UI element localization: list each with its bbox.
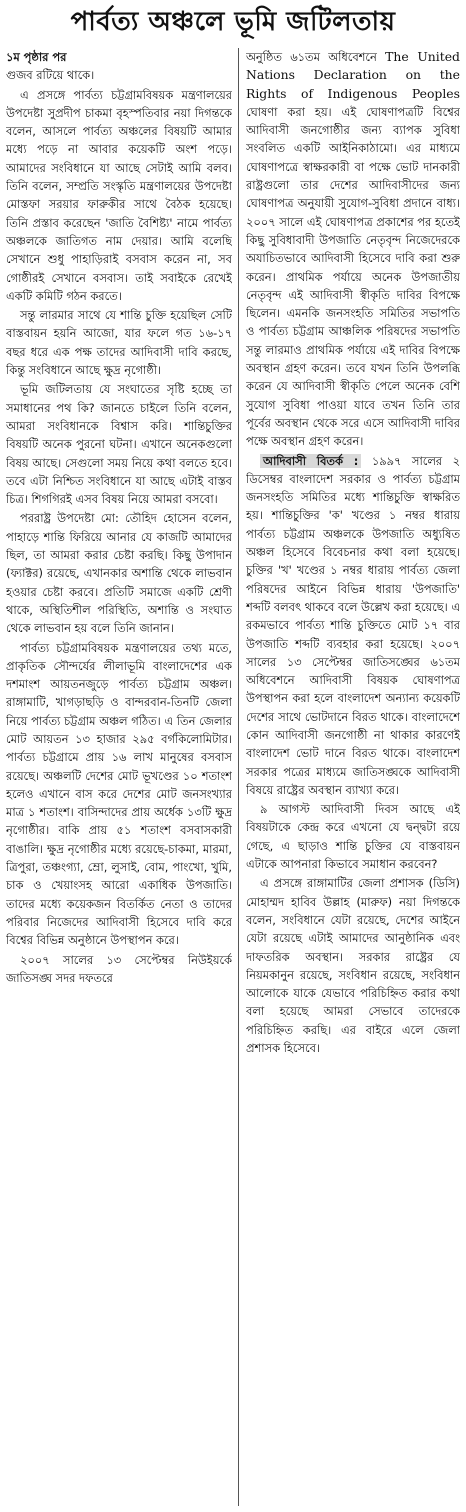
article-column-right xyxy=(246,48,460,1506)
paragraph-text: ১৯৯৭ সালের ২ ডিসেম্বর বাংলাদেশ সরকার ও পার্বত্য চট্টগ্রাম জনসংহতি সমিতির মধ্যে শান্তিচুক্তি স্বাক্ষরিত হয়। শান্তিচুক্তির 'ক' খণ্ডের ১ নম্বর ধারায় পার্বত্য চট্টগ্রাম অঞ্চলকে উপজাতি অধ্যুষিত অঞ্চল হিসেবে বিবেচনার কথা বলা হয়েছে। চুক্তির 'খ' খণ্ডের ১ নম্বর ধারায় পার্বত্য জেলা পরিষদের আইনে বিভিন্ন ধারায় 'উপজাতি' শব্দটি বলবৎ থাকবে বলে উল্লেখ করা হয়েছে। এ রকমভাবে পার্বত্য শান্তি চুক্তিতে মোট ১৭ বার উপজাতি শব্দটি ব্যবহার করা হয়েছে। ২০০৭ সালের ১৩ সেপ্টেম্বর জাতিসঙ্ঘের ৬১তম অধিবেশনে আদিবাসী বিষয়ক ঘোষণাপত্র উপস্থাপন করা হলে বাংলাদেশ অন্যান্য কয়েকটি দেশের সাথে ভোটদানে বিরত থাকে। বাংলাদেশে কোন আদিবাসী জনগোষ্ঠী না থাকার কারণেই বাংলাদেশ ভোট দানে বিরত থাকে। বাংলাদেশ সরকার পত্রের মাধ্যমে জাতিসঙ্ঘকে আদিবাসী বিষয়ে রাষ্ট্রের অবস্থান ব্যাখ্যা করে। xyxy=(246,453,460,797)
continuation-label: ১ম পৃষ্ঠার পর xyxy=(6,50,67,64)
paragraph: সন্তু লারমার সাথে যে শান্তি চুক্তি হয়েছিল সেটি বাস্তবায়ন হয়নি আজো, যার ফলে গত ১৬-১৭ বছর ধরে এক পক্ষ তাদের আদিবাসী দাবি করছে, কিন্তু সংবিধানে আছে ক্ষুদ্র নৃগোষ্ঠী। xyxy=(6,308,232,378)
paragraph-text: অনুষ্ঠিত ৬১তম অধিবেশনে xyxy=(246,50,386,64)
paragraph: এ প্রসঙ্গে রাঙ্গামাটির জেলা প্রশাসক (ডিসি) মোহাম্মদ হাবিব উল্লাহ (মারুফ) নয়া দিগন্তকে বলেন, সংবিধানে যেটা রয়েছে, দেশের আইনে যেটা রয়েছে এটাই আমাদের আনুষ্ঠানিক এবং দাফতরিক অবস্থান। সরকার রাষ্ট্রের যে নিয়মকানুন রয়েছে, সংবিধান রয়েছে, সংবিধান আলোকে যাকে যেভাবে পরিচিহ্নিত করার কথা বলা হয়েছে আমরা সেভাবে তাদেরকে পরিচিহ্নিত করছি। এর বাইরে এলে জেলা প্রশাসক হিসেবে। xyxy=(246,876,460,1056)
article-headline: পার্বত্য অঞ্চলে ভূমি জটিলতায় xyxy=(70,7,396,37)
column-divider xyxy=(238,48,239,1506)
paragraph: ভূমি জটিলতায় যে সংঘাতের সৃষ্টি হচ্ছে তা সমাধানের পথ কি? জানতে চাইলে তিনি বলেন, আমরা সংবিধানকে বিশ্বাস করি। শান্তিচুক্তির বিষয়টি অনেক পুরনো ঘটনা। এখানে অনেকগুলো বিষয় আছে। সেগুলো সময় নিয়ে কথা বলতে হবে। তবে এটা নিশ্চিত সংবিধানে যা আছে এটাই বাস্তব চিত্র। শিগগিরই এসব বিষয় নিয়ে আমরা বসবো। xyxy=(6,382,232,507)
paragraph: এ প্রসঙ্গে পার্বত্য চট্টগ্রামবিষয়ক মন্ত্রণালয়ের উপদেষ্টা সুপ্রদীপ চাকমা বৃহস্পতিবার নয়া দিগন্তকে বলেন, আসলে পার্বত্য অঞ্চলের বিষয়টি আমার মধ্যে পড়ে না আবার কয়েকটি অংশ পড়ে। আমাদের সংবিধানে যা আছে সেটাই আমি বলব। তিনি বলেন, সম্প্রতি সংস্কৃতি মন্ত্রণালয়ের উপদেষ্টা মোস্তফা সরয়ার ফারুকীর সাথে বৈঠক হয়েছে। তিনি প্রস্তাব করেছেন 'জাতি বৈশিষ্ট্য' নামে পার্বত্য অঞ্চলকে জাতিগত নাম দেয়ার। আমি বলেছি সেখানে শুধু পাহাড়িরাই বসবাস করেন না, সব গোষ্ঠীরই সেখানে বসবাস। তাই সবাইকে রেখেই একটি কমিটি গঠন করতে। xyxy=(6,87,232,303)
paragraph xyxy=(246,452,460,800)
section-subhead: আদিবাসী বিতর্ক : xyxy=(260,454,361,468)
paragraph-text: ঘোষণা করা হয়। এই ঘোষণাপত্রটি বিশ্বের আদিবাসী জনগোষ্ঠীর জন্য ব্যাপক সুবিধা সংবলিত একটি আইনিকাঠামো। এর মাধ্যমে ঘোষণাপত্রে স্বাক্ষরকারী বা পক্ষে ভোট দানকারী রাষ্ট্রগুলো তার দেশের আদিবাসীদের জন্য ঘোষণাপত্র অনুযায়ী সুযোগ-সুবিধা প্রদানে বাধ্য। ২০০৭ সালে এই ঘোষণাপত্র প্রকাশের পর হতেই কিছু সুবিধাবাদী উপজাতি নেতৃবৃন্দ নিজেদেরকে অযাচিতভাবে আদিবাসী হিসেবে দাবি করা শুরু করেন। প্রাথমিক পর্যায়ে অনেক উপজাতীয় নেতৃবৃন্দ এই আদিবাসী স্বীকৃতি দাবির বিপক্ষে ছিলেন। এমনকি জনসংহতি সমিতির সভাপতি ও পার্বত্য চট্টগ্রাম আঞ্চলিক পরিষদের সভাপতি সন্তু লারমাও প্রাথমিক পর্যায়ে এই দাবির বিপক্ষে অবস্থান গ্রহণ করেন। তবে যখন তিনি উপলব্ধি করেন যে আদিবাসী স্বীকৃতি পেলে অনেক বেশি সুযোগ সুবিধা পাওয়া যাবে তখন তিনি তার পূর্বের অবস্থান থেকে সরে এসে আদিবাসী দাবির পক্ষে অবস্থান গ্রহণ করেন। xyxy=(246,104,460,449)
paragraph: ২০০৭ সালের ১৩ সেপ্টেম্বর নিউইয়র্কে জাতিসঙ্ঘ সদর দফতরে xyxy=(6,952,232,985)
paragraph: পররাষ্ট্র উপদেষ্টা মো: তৌহিদ হোসেন বলেন, পাহাড়ে শান্তি ফিরিয়ে আনার যে কাজটি আমাদের ছিল, তা আমরা করার চেষ্টা করছি। কিছু উপাদান (ফ্যাক্টর) রয়েছে, এখানকার অশান্তি থেকে লাভবান হওয়ার চেষ্টা করবে। প্রতিটি সমাজে একটি শ্রেণী থাকে, অস্থিতিশীল পরিস্থিতি, অশান্তি ও সংঘাত থেকে লাভবান হয় বলে তিনি জানান। xyxy=(6,511,232,636)
lead-line: গুজব রটিয়ে থাকে। xyxy=(6,68,95,83)
paragraph: ৯ আগস্ট আদিবাসী দিবস আছে এই বিষয়টাকে কেন্দ্র করে এখনো যে দ্বন্দ্বটা রয়ে গেছে, এ ছাড়াও শান্তি চুক্তির যে বাস্তবায়ন এটাকে আপনারা কিভাবে সমাধান করবেন? xyxy=(246,802,460,872)
paragraph: পার্বত্য চট্টগ্রামবিষয়ক মন্ত্রণালয়ের তথ্য মতে, প্রাকৃতিক সৌন্দর্যের লীলাভূমি বাংলাদেশের এক দশমাংশ আয়তনজুড়ে পার্বত্য চট্টগ্রাম অঞ্চল। রাঙ্গামাটি, খাগড়াছড়ি ও বান্দরবান-তিনটি জেলা নিয়ে পার্বত্য চট্টগ্রাম অঞ্চল গঠিত। এ তিন জেলার মোট আয়তন ১৩ হাজার ২৯৫ বর্গকিলোমিটার। পার্বত্য চট্টগ্রামে প্রায় ১৬ লাখ মানুষের বসবাস রয়েছে। অঞ্চলটি দেশের মোট ভূখণ্ডের ১০ শতাংশ হলেও এখানে বাস করে দেশের মোট জনসংখ্যার মাত্র ১ শতাংশ। বাসিন্দাদের প্রায় অর্ধেক ১৩টি ক্ষুদ্র নৃগোষ্ঠীর। বাকি প্রায় ৫১ শতাংশ বসবাসকারী বাঙালি। ক্ষুদ্র নৃগোষ্ঠীর মধ্যে রয়েছে-চাকমা, মারমা, ত্রিপুরা, তঞ্চংগ্যা, ম্রো, লুসাই, বোম, পাংখো, খুমি, চাক ও খেয়াংসহ আরো একাধিক উপজাতি। তাদের মধ্যে কয়েকজন বিতর্কিত নেতা ও তাদের পরিবার নিজেদের আদিবাসী হিসেবে দাবি করে বিশ্বের বিভিন্ন অনুষ্ঠানে উপস্থাপন করে। xyxy=(6,640,232,948)
paragraph xyxy=(246,48,460,451)
article-column-left xyxy=(6,48,232,1506)
un-declaration-title: The United Nations Declaration on the Rights of Indigenous Peoples xyxy=(246,49,460,101)
